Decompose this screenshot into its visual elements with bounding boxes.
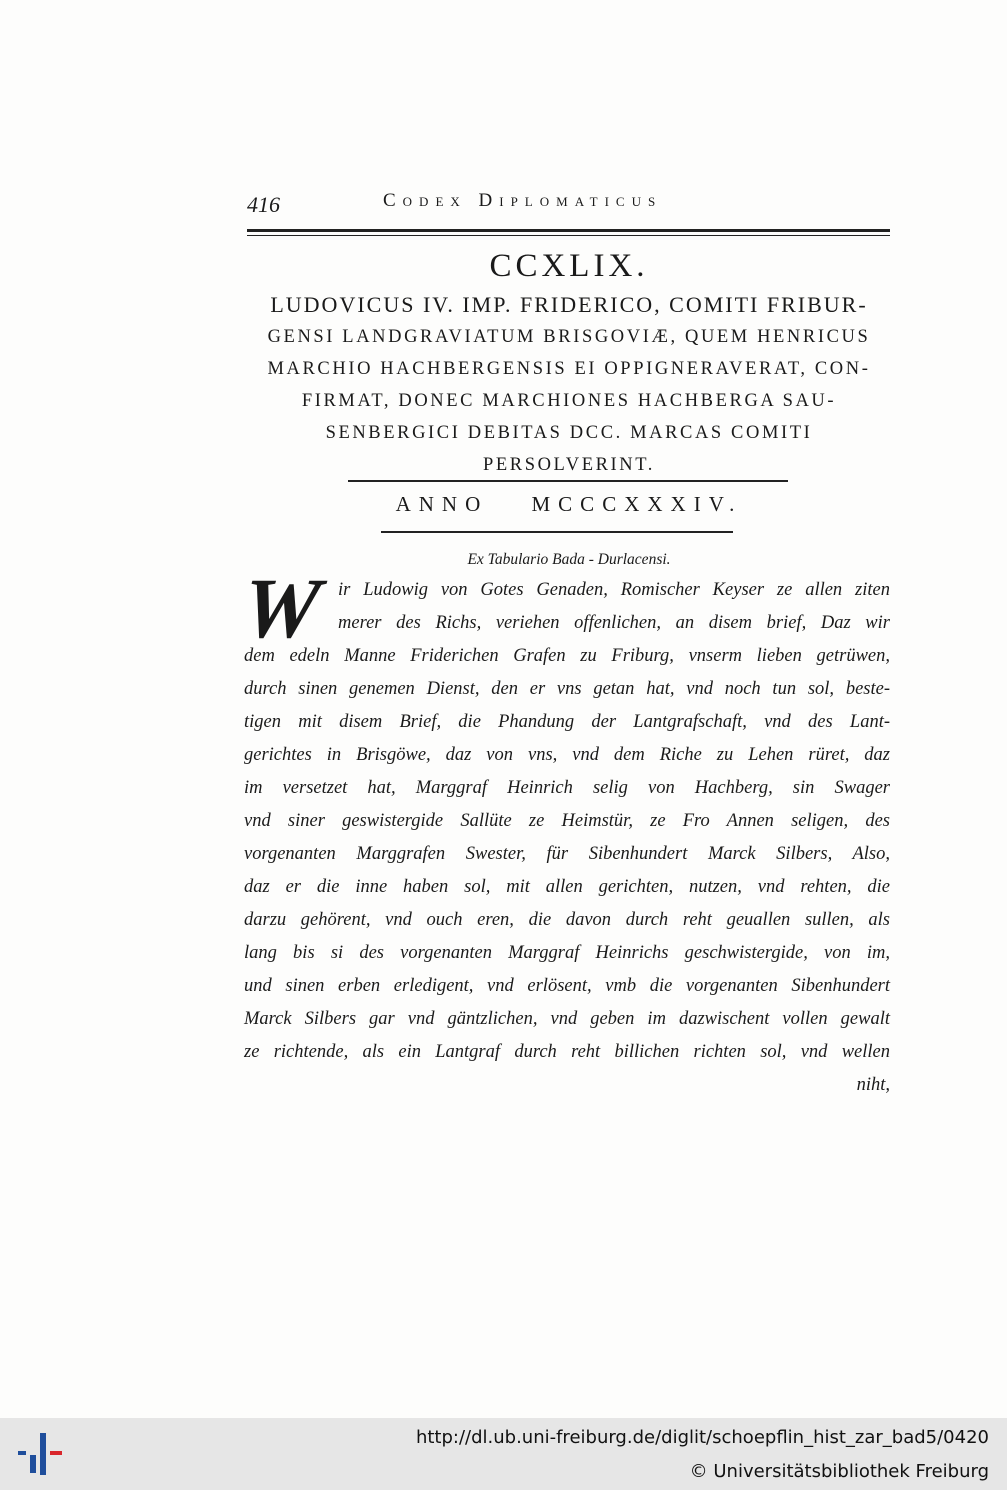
library-logo-icon <box>18 1433 64 1475</box>
charter-summary <box>240 289 898 481</box>
text-line: im versetzet hat, Marggraf Heinrich selig von Hachberg, sin Swager <box>244 778 890 798</box>
logo-blue-bar-tall <box>40 1433 46 1475</box>
logo-red-bar <box>50 1451 62 1455</box>
text-line: ze richtende, als ein Lantgraf durch reht billichen richten sol, vnd wellen <box>244 1042 890 1062</box>
text-line: daz er die inne haben sol, mit allen gerichten, nutzen, vnd rehten, die <box>244 877 890 897</box>
running-title: Codex Diplomaticus <box>383 190 663 211</box>
source-note: Ex Tabulario Bada - Durlacensi. <box>467 551 671 568</box>
summary-line: MARCHIO HACHBERGENSIS EI OPPIGNERAVERAT, CON- <box>267 359 871 379</box>
drop-initial: W <box>237 560 325 656</box>
text-line: merer des Richs, veriehen offenlichen, an disem brief, Daz wir <box>338 613 890 633</box>
footer-bar <box>0 1418 1007 1490</box>
text-line: durch sinen genemen Dienst, den er vns getan hat, vnd noch tun sol, beste- <box>244 679 890 699</box>
summary-line: FIRMAT, DONEC MARCHIONES HACHBERGA SAU- <box>301 391 837 411</box>
summary-line: LUDOVICUS IV. IMP. FRIDERICO, COMITI FRIBUR- <box>270 292 868 317</box>
text-line: Marck Silbers gar vnd gäntzlichen, vnd geben im dazwischent vollen gewalt <box>244 1009 890 1029</box>
divider-rule <box>348 480 788 482</box>
text-line: gerichtes in Brisgöwe, daz von vns, vnd dem Riche zu Lehen rüret, daz <box>244 745 890 765</box>
text-line: lang bis si des vorgenanten Marggraf Heinrichs geschwistergide, von im, <box>244 943 890 963</box>
text-line: vnd siner geswistergide Sallüte ze Heimstür, ze Fro Annen seligen, des <box>244 811 890 831</box>
summary-line: PERSOLVERINT. <box>482 455 656 475</box>
divider-rule <box>381 531 733 533</box>
text-line: vorgenanten Marggrafen Swester, für Sibenhundert Marck Silbers, Also, <box>244 844 890 864</box>
running-head <box>247 188 890 218</box>
logo-left-bar <box>18 1451 26 1455</box>
catchword: niht, <box>856 1075 890 1095</box>
text-line: ir Ludowig von Gotes Genaden, Romischer Keyser ze allen ziten <box>338 580 890 600</box>
text-line: darzu gehörent, vnd ouch eren, die davon durch reht geuallen sullen, als <box>244 910 890 930</box>
charter-number: CCXLIX. <box>489 248 649 284</box>
text-line: und sinen erben erledigent, vnd erlösent, vmb die vorgenanten Sibenhundert <box>244 976 890 996</box>
copyright-notice: © Universitätsbibliothek Freiburg <box>689 1461 989 1482</box>
summary-line: GENSI LANDGRAVIATUM BRISGOVIÆ, QUEM HENRICUS <box>267 327 871 347</box>
text-line: dem edeln Manne Friderichen Grafen zu Friburg, vnserm lieben getrüwen, <box>244 646 890 666</box>
header-rule <box>247 229 890 236</box>
page-number: 416 <box>247 192 280 217</box>
summary-line: SENBERGICI DEBITAS DCC. MARCAS COMITI <box>325 423 813 443</box>
text-line: tigen mit disem Brief, die Phandung der Lantgrafschaft, vnd des Lant- <box>244 712 890 732</box>
logo-blue-bar-short <box>30 1455 36 1473</box>
charter-year: ANNO MCCCXXXIV. <box>395 492 743 516</box>
permalink-link[interactable]: http://dl.ub.uni-freiburg.de/diglit/schoepflin_hist_zar_bad5/0420 <box>415 1427 989 1448</box>
